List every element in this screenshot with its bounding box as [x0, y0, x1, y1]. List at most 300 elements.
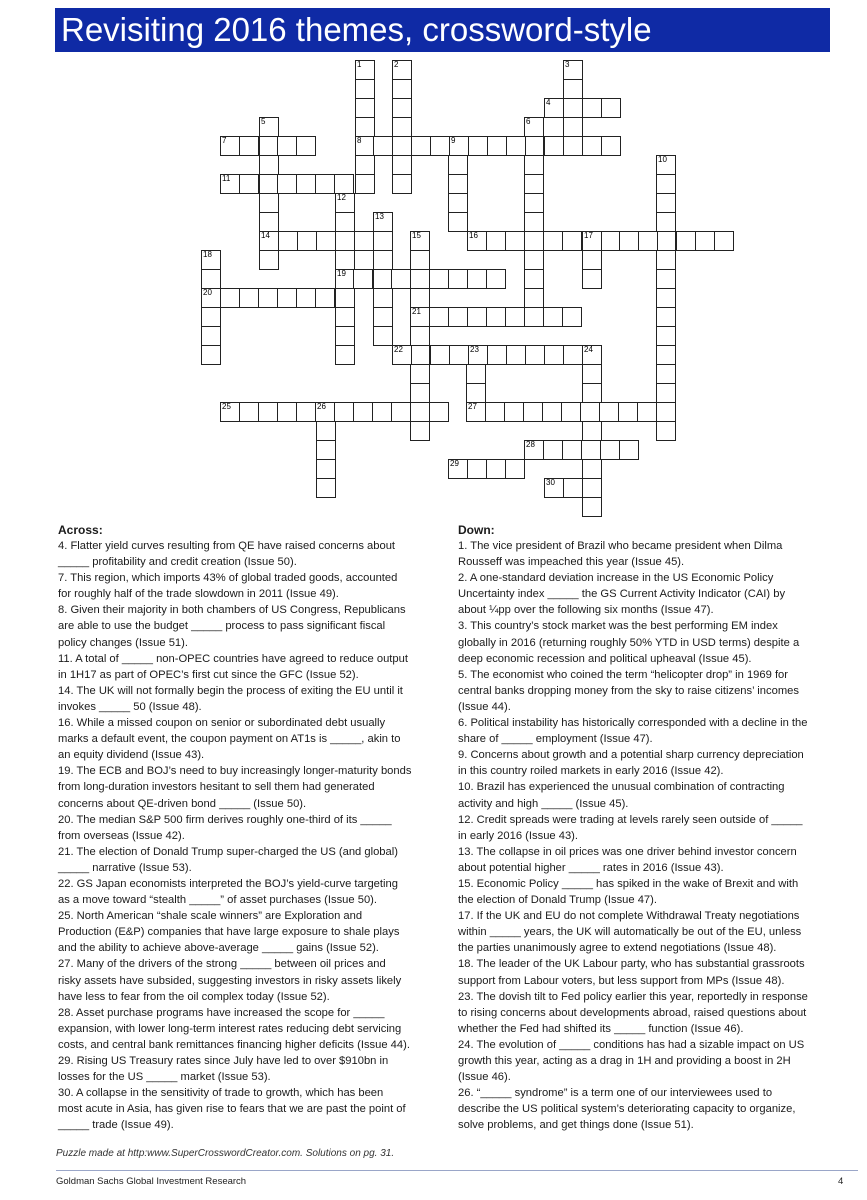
across-clue-line: marks a default event, the coupon payment on AT1s is _____, akin to: [58, 733, 401, 746]
crossword-cell[interactable]: [505, 459, 525, 479]
crossword-cell[interactable]: [485, 402, 505, 422]
clue-number: 1: [357, 60, 362, 69]
crossword-cell[interactable]: [563, 98, 583, 118]
crossword-cell[interactable]: [296, 174, 316, 194]
crossword-cell[interactable]: [277, 136, 297, 156]
crossword-cell[interactable]: [277, 174, 297, 194]
across-clue-line: most acute in Asia, has given rise to fears that we are past the point of: [58, 1103, 406, 1116]
crossword-cell[interactable]: [335, 326, 355, 346]
crossword-cell[interactable]: [582, 136, 602, 156]
crossword-cell[interactable]: [524, 250, 544, 270]
crossword-cell[interactable]: [239, 136, 259, 156]
down-clue-line: 10. Brazil has experienced the unusual combination of contracting: [458, 781, 785, 794]
crossword-cell[interactable]: [524, 193, 544, 213]
crossword-cell[interactable]: [355, 174, 375, 194]
crossword-cell[interactable]: [296, 288, 316, 308]
down-clue-line: growth this year, acting as a drag in 1H and providing a boost in 2H: [458, 1055, 791, 1067]
crossword-cell[interactable]: [466, 383, 486, 403]
down-clue-line: central banks dropping money from the sky to raise citizens’ incomes: [458, 684, 799, 697]
crossword-cell[interactable]: [580, 402, 600, 422]
crossword-cell[interactable]: [582, 478, 602, 498]
crossword-cell[interactable]: [373, 307, 393, 327]
crossword-cell[interactable]: [544, 345, 564, 365]
across-clue-line: as a move toward “stealth _____” of asset purchases (Issue 50).: [58, 894, 378, 907]
clue-number: 3: [565, 60, 570, 69]
crossword-cell[interactable]: [582, 98, 602, 118]
crossword-cell[interactable]: [656, 364, 676, 384]
clue-number: 8: [357, 136, 362, 145]
footer-divider: [56, 1170, 858, 1171]
crossword-cell[interactable]: [353, 402, 373, 422]
crossword-cell[interactable]: [582, 421, 602, 441]
crossword-cell[interactable]: [524, 269, 544, 289]
across-clue-line: losses for the US _____ market (Issue 53).: [58, 1071, 271, 1084]
crossword-cell[interactable]: [316, 478, 336, 498]
across-clue-line: have less to fear from the oil complex today (Issue 52).: [58, 990, 330, 1003]
crossword-cell[interactable]: [315, 288, 335, 308]
crossword-cell[interactable]: [201, 269, 221, 289]
crossword-cell[interactable]: [448, 212, 468, 232]
crossword-cell[interactable]: [429, 402, 449, 422]
crossword-cell[interactable]: [656, 193, 676, 213]
crossword-cell[interactable]: [524, 307, 544, 327]
down-clue-line: 1. The vice president of Brazil who became president when Dilma: [458, 540, 783, 552]
crossword-cell[interactable]: [524, 117, 544, 137]
crossword-cell[interactable]: [373, 231, 393, 251]
down-clue-line: 15. Economic Policy _____ has spiked in the wake of Brexit and with: [458, 877, 799, 890]
across-clue-line: _____ profitability and credit creation (Issue 50).: [58, 556, 297, 569]
crossword-cell[interactable]: [505, 307, 525, 327]
crossword-cell[interactable]: [335, 307, 355, 327]
down-clue-line: 3. This country’s stock market was the best performing EM index: [458, 620, 778, 633]
crossword-cell[interactable]: [258, 288, 278, 308]
crossword-cell[interactable]: [334, 402, 354, 422]
across-clue-line: 30. A collapse in the sensitivity of trade to growth, which has been: [58, 1087, 384, 1100]
crossword-cell[interactable]: [466, 402, 486, 422]
page-number: 4: [838, 1176, 844, 1187]
crossword-cell[interactable]: [315, 402, 335, 422]
crossword-cell[interactable]: [563, 345, 583, 365]
across-clue-line: 14. The UK will not formally begin the process of exiting the EU until it: [58, 684, 403, 697]
across-clue-line: 4. Flatter yield curves resulting from QE have raised concerns about: [58, 540, 396, 552]
crossword-cell[interactable]: [582, 459, 602, 479]
crossword-cell[interactable]: [563, 79, 583, 99]
down-clue-line: 24. The evolution of _____ conditions has had a sizable impact on US: [458, 1038, 805, 1051]
crossword-cell[interactable]: [714, 231, 734, 251]
crossword-cell[interactable]: [277, 288, 297, 308]
across-clue-line: an equity dividend (Issue 43).: [58, 749, 205, 762]
down-clue-line: 9. Concerns about growth and a potential sharp currency depreciation: [458, 749, 804, 762]
crossword-cell[interactable]: [656, 250, 676, 270]
crossword-cell[interactable]: [637, 402, 657, 422]
crossword-cell[interactable]: [486, 459, 506, 479]
across-clue-line: 8. Given their majority in both chambers of US Congress, Republicans: [58, 604, 406, 617]
clue-number: 29: [450, 459, 459, 468]
clue-number: 23: [470, 345, 479, 354]
crossword-cell[interactable]: [372, 402, 392, 422]
crossword-cell[interactable]: [449, 345, 469, 365]
down-clue-line: in early 2016 (Issue 43).: [458, 829, 579, 842]
down-clue-line: 17. If the UK and EU do not complete Withdrawal Treaty negotiations: [458, 910, 800, 923]
down-clue-line: (Issue 46).: [458, 1071, 511, 1084]
crossword-cell[interactable]: [638, 231, 658, 251]
down-clue-line: the parties unanimously agree to extend negotiations (Issue 48).: [458, 942, 777, 955]
down-clue-line: whether the Fed had shifted its _____ function (Issue 46).: [458, 1022, 744, 1035]
clue-number: 25: [222, 402, 231, 411]
crossword-cell[interactable]: [448, 307, 468, 327]
crossword-cell[interactable]: [373, 288, 393, 308]
down-clue-line: solve problems, and get things done (Issue 51).: [458, 1119, 694, 1132]
down-clue-line: 12. Credit spreads were trading at levels rarely seen outside of _____: [458, 813, 803, 826]
crossword-cell[interactable]: [410, 307, 430, 327]
crossword-cell[interactable]: [335, 345, 355, 365]
crossword-cell[interactable]: [582, 383, 602, 403]
crossword-cell[interactable]: [259, 174, 279, 194]
down-clue-line: describe the US political system’s deteriorating capacity to organize,: [458, 1103, 796, 1116]
crossword-cell[interactable]: [335, 250, 355, 270]
crossword-cell[interactable]: [468, 345, 488, 365]
crossword-cell[interactable]: [391, 402, 411, 422]
crossword-cell[interactable]: [524, 212, 544, 232]
down-clue-line: about potential higher _____ rates in 2016 (Issue 43).: [458, 861, 724, 874]
down-clue-line: 2. A one-standard deviation increase in the US Economic Policy: [458, 572, 774, 585]
down-clue-line: Uncertainty index _____ the GS Current Activity Indicator (CAI) by: [458, 588, 786, 601]
crossword-cell[interactable]: [582, 364, 602, 384]
crossword-cell[interactable]: [259, 231, 279, 251]
crossword-cell[interactable]: [600, 440, 620, 460]
crossword-cell[interactable]: [392, 60, 412, 80]
down-clue-line: 5. The economist who coined the term “helicopter drop” in 1969 for: [458, 668, 789, 681]
crossword-cell[interactable]: [582, 345, 602, 365]
crossword-cell[interactable]: [468, 136, 488, 156]
crossword-cell[interactable]: [524, 288, 544, 308]
crossword-cell[interactable]: [410, 402, 430, 422]
across-clue-line: for roughly half of the trade slowdown in 2011 (Issue 49).: [58, 588, 339, 601]
crossword-cell[interactable]: [506, 345, 526, 365]
down-clue-line: globally in 2016 (returning roughly 50% YTD in USD terms) despite a: [458, 636, 800, 649]
crossword-cell[interactable]: [656, 345, 676, 365]
crossword-cell[interactable]: [201, 288, 221, 308]
clue-number: 10: [658, 155, 667, 164]
clue-number: 13: [375, 212, 384, 221]
crossword-cell[interactable]: [220, 174, 240, 194]
crossword-cell[interactable]: [335, 193, 355, 213]
crossword-cell[interactable]: [355, 60, 375, 80]
crossword-cell[interactable]: [259, 136, 279, 156]
crossword-cell[interactable]: [315, 174, 335, 194]
crossword-cell[interactable]: [656, 307, 676, 327]
crossword-cell[interactable]: [487, 136, 507, 156]
crossword-cell[interactable]: [505, 231, 525, 251]
crossword-cell[interactable]: [582, 250, 602, 270]
crossword-cell[interactable]: [582, 497, 602, 517]
crossword-cell[interactable]: [562, 231, 582, 251]
crossword-cell[interactable]: [542, 402, 562, 422]
down-clue-line: 6. Political instability has historically corresponded with a decline in the: [458, 717, 808, 730]
crossword-cell[interactable]: [563, 136, 583, 156]
crossword-cell[interactable]: [355, 155, 375, 175]
crossword-cell[interactable]: [239, 288, 259, 308]
across-clue-line: 11. A total of _____ non-OPEC countries have agreed to reduce output: [58, 652, 408, 665]
crossword-cell[interactable]: [335, 231, 355, 251]
crossword-cell[interactable]: [373, 212, 393, 232]
crossword-cell[interactable]: [259, 193, 279, 213]
crossword-cell[interactable]: [563, 117, 583, 137]
across-clue-line: in 1H17 as part of OPEC’s first cut since the GFC (Issue 52).: [58, 668, 359, 681]
across-clue-line: 21. The election of Donald Trump super-charged the US (and global): [58, 845, 398, 858]
crossword-cell[interactable]: [525, 345, 545, 365]
clue-number: 20: [203, 288, 212, 297]
crossword-cell[interactable]: [563, 60, 583, 80]
across-clue-line: costs, and central bank remittances financing higher deficits (Issue 44).: [58, 1038, 410, 1051]
crossword-cell[interactable]: [373, 136, 393, 156]
crossword-cell[interactable]: [486, 269, 506, 289]
across-heading: Across:: [58, 523, 103, 537]
crossword-cell[interactable]: [392, 98, 412, 118]
crossword-cell[interactable]: [600, 231, 620, 251]
crossword-cell[interactable]: [544, 136, 564, 156]
down-clue-line: Rousseff was impeached this year (Issue 45).: [458, 556, 685, 569]
crossword-cell[interactable]: [656, 155, 676, 175]
crossword-cell[interactable]: [656, 288, 676, 308]
crossword-cell[interactable]: [410, 383, 430, 403]
clue-number: 30: [546, 478, 555, 487]
down-clue-line: about ¼pp over the following six months (Issue 47).: [458, 604, 714, 617]
footnote: Puzzle made at http:www.SuperCrosswordCreator.com. Solutions on pg. 31.: [56, 1148, 395, 1159]
crossword-cell[interactable]: [467, 269, 487, 289]
across-clue-line: 27. Many of the drivers of the strong _____ between oil prices and: [58, 958, 386, 971]
crossword-cell[interactable]: [582, 269, 602, 289]
clue-number: 21: [412, 307, 421, 316]
crossword-cell[interactable]: [278, 231, 298, 251]
crossword-cell[interactable]: [392, 155, 412, 175]
crossword-cell[interactable]: [335, 269, 355, 289]
crossword-cell[interactable]: [467, 307, 487, 327]
crossword-cell[interactable]: [410, 231, 430, 251]
crossword-cell[interactable]: [410, 345, 430, 365]
crossword-cell[interactable]: [448, 193, 468, 213]
down-clue-line: activity and high _____ (Issue 45).: [458, 797, 629, 810]
down-clues: [458, 522, 808, 1133]
crossword-cell[interactable]: [201, 250, 221, 270]
clue-number: 6: [526, 117, 531, 126]
crossword-cell[interactable]: [582, 231, 602, 251]
across-clue-line: _____ trade (Issue 49).: [58, 1119, 174, 1132]
crossword-cell[interactable]: [220, 136, 240, 156]
crossword-cell[interactable]: [543, 307, 563, 327]
crossword-cell[interactable]: [429, 269, 449, 289]
down-clue-line: to rising concerns about developments abroad, raised questions about: [458, 1006, 807, 1019]
crossword-cell[interactable]: [523, 402, 543, 422]
crossword-cell[interactable]: [392, 345, 412, 365]
crossword-cell[interactable]: [601, 136, 621, 156]
crossword-cell[interactable]: [676, 231, 696, 251]
crossword-cell[interactable]: [316, 440, 336, 460]
crossword-cell[interactable]: [373, 326, 393, 346]
down-heading: Down:: [458, 523, 495, 537]
crossword-cell[interactable]: [259, 117, 279, 137]
crossword-cell[interactable]: [543, 231, 563, 251]
across-clues: [58, 522, 411, 1133]
crossword-cell[interactable]: [354, 231, 374, 251]
crossword-cell[interactable]: [239, 402, 259, 422]
crossword-cell[interactable]: [429, 307, 449, 327]
crossword-cell[interactable]: [599, 402, 619, 422]
crossword-cell[interactable]: [373, 269, 393, 289]
crossword-cell[interactable]: [448, 174, 468, 194]
across-clue-line: _____ narrative (Issue 53).: [58, 861, 192, 874]
crossword-cell[interactable]: [656, 174, 676, 194]
crossword-cell[interactable]: [392, 174, 412, 194]
crossword-cell[interactable]: [316, 459, 336, 479]
down-clue-line: support from Labour voters, but less support from MPs (Issue 48).: [458, 974, 785, 987]
across-clue-line: concerns about QE-driven bond _____ (Issue 50).: [58, 797, 307, 810]
crossword-cell[interactable]: [296, 136, 316, 156]
crossword-cell[interactable]: [353, 269, 373, 289]
crossword-cell[interactable]: [430, 345, 450, 365]
crossword-cell[interactable]: [373, 250, 393, 270]
down-clue-line: (Issue 44).: [458, 700, 511, 713]
crossword-cell[interactable]: [486, 231, 506, 251]
down-clue-line: share of _____ employment (Issue 47).: [458, 733, 653, 746]
crossword-cell[interactable]: [467, 459, 487, 479]
crossword-cell[interactable]: [259, 250, 279, 270]
crossword-cell[interactable]: [619, 440, 639, 460]
crossword-cell[interactable]: [410, 288, 430, 308]
clue-number: 14: [261, 231, 270, 240]
crossword-cell[interactable]: [258, 402, 278, 422]
crossword-cell[interactable]: [335, 212, 355, 232]
crossword-cell[interactable]: [201, 345, 221, 365]
crossword-cell[interactable]: [316, 421, 336, 441]
crossword-cell[interactable]: [430, 136, 450, 156]
across-clue-line: policy changes (Issue 51).: [58, 636, 188, 649]
crossword-cell[interactable]: [656, 402, 676, 422]
across-clue-line: and the ability to achieve above-average _____ gains (Issue 52).: [58, 942, 379, 955]
crossword-cell[interactable]: [391, 269, 411, 289]
crossword-cell[interactable]: [220, 288, 240, 308]
crossword-cell[interactable]: [410, 326, 430, 346]
crossword-cell[interactable]: [619, 231, 639, 251]
crossword-cell[interactable]: [449, 136, 469, 156]
crossword-cell[interactable]: [544, 98, 564, 118]
crossword-cell[interactable]: [277, 402, 297, 422]
crossword-cell[interactable]: [355, 79, 375, 99]
crossword-cell[interactable]: [448, 269, 468, 289]
clue-number: 16: [469, 231, 478, 240]
crossword-cell[interactable]: [562, 307, 582, 327]
across-clue-line: expansion, with lower long-term interest rates reducing debt servicing: [58, 1022, 402, 1035]
clue-number: 4: [546, 98, 551, 107]
crossword-cell[interactable]: [486, 307, 506, 327]
crossword-cell[interactable]: [601, 98, 621, 118]
clue-number: 28: [526, 440, 535, 449]
crossword-cell[interactable]: [297, 231, 317, 251]
crossword-cell[interactable]: [335, 288, 355, 308]
crossword-cell[interactable]: [561, 402, 581, 422]
crossword-cell[interactable]: [201, 307, 221, 327]
crossword-cell[interactable]: [524, 440, 544, 460]
crossword-cell[interactable]: [316, 231, 336, 251]
crossword-cell[interactable]: [562, 440, 582, 460]
crossword-cell[interactable]: [466, 364, 486, 384]
across-clue-line: 25. North American “shale scale winners” are Exploration and: [58, 910, 363, 923]
crossword-cell[interactable]: [410, 364, 430, 384]
clue-number: 22: [394, 345, 403, 354]
crossword-cell[interactable]: [487, 345, 507, 365]
crossword-cell[interactable]: [656, 269, 676, 289]
crossword-cell[interactable]: [392, 117, 412, 137]
crossword-cell[interactable]: [355, 117, 375, 137]
crossword-cell[interactable]: [656, 231, 676, 251]
across-clue-line: from overseas (Issue 42).: [58, 829, 185, 842]
across-clue-line: 16. While a missed coupon on senior or subordinated debt usually: [58, 717, 386, 730]
down-clue-line: 23. The dovish tilt to Fed policy earlier this year, reportedly in response: [458, 990, 808, 1003]
crossword-cell[interactable]: [220, 402, 240, 422]
crossword-cell[interactable]: [410, 269, 430, 289]
across-clue-line: 20. The median S&P 500 firm derives roughly one-third of its _____: [58, 813, 392, 826]
down-clue-line: 26. “_____ syndrome” is a term one of our interviewees used to: [458, 1087, 773, 1100]
crossword-cell[interactable]: [506, 136, 526, 156]
crossword-cell[interactable]: [239, 174, 259, 194]
crossword-cell[interactable]: [296, 402, 316, 422]
crossword-cell[interactable]: [656, 421, 676, 441]
crossword-cell[interactable]: [524, 155, 544, 175]
crossword-cell[interactable]: [544, 478, 564, 498]
down-clue-line: within _____ years, the UK will automatically be out of the EU, unless: [458, 926, 802, 939]
down-clue-line: deep economic recession and political upheaval (Issue 45).: [458, 652, 752, 665]
clue-number: 2: [394, 60, 399, 69]
footer-source: Goldman Sachs Global Investment Research: [56, 1176, 247, 1187]
crossword-cell[interactable]: [467, 231, 487, 251]
crossword-cell[interactable]: [504, 402, 524, 422]
crossword-cell[interactable]: [411, 136, 431, 156]
crossword-cell[interactable]: [448, 155, 468, 175]
crossword-cell[interactable]: [524, 136, 544, 156]
crossword-cell[interactable]: [581, 440, 601, 460]
crossword-cell[interactable]: [563, 478, 583, 498]
across-clue-line: invokes _____ 50 (Issue 48).: [58, 700, 202, 713]
crossword-cell[interactable]: [410, 421, 430, 441]
clue-number: 27: [468, 402, 477, 411]
crossword-cell[interactable]: [259, 155, 279, 175]
down-clue-line: in this country roiled markets in early 2016 (Issue 42).: [458, 765, 724, 778]
crossword-cell[interactable]: [334, 174, 354, 194]
crossword-cell[interactable]: [448, 459, 468, 479]
clue-number: 18: [203, 250, 212, 259]
across-clue-line: risky assets have subsided, suggesting investors in risky assets likely: [58, 974, 402, 987]
clue-number: 12: [337, 193, 346, 202]
crossword-cell[interactable]: [543, 440, 563, 460]
crossword-cell[interactable]: [656, 326, 676, 346]
crossword-cell[interactable]: [392, 79, 412, 99]
crossword-cell[interactable]: [656, 212, 676, 232]
crossword-cell[interactable]: [695, 231, 715, 251]
crossword-cell[interactable]: [410, 250, 430, 270]
clue-number: 5: [261, 117, 266, 126]
across-clue-line: 22. GS Japan economists interpreted the BOJ’s yield-curve targeting: [58, 877, 398, 890]
crossword-cell[interactable]: [656, 383, 676, 403]
crossword-cell[interactable]: [259, 212, 279, 232]
crossword-cell[interactable]: [524, 174, 544, 194]
crossword-cell[interactable]: [392, 136, 412, 156]
crossword-cell[interactable]: [355, 98, 375, 118]
crossword-cell[interactable]: [355, 136, 375, 156]
crossword-cell[interactable]: [524, 231, 544, 251]
crossword-cell[interactable]: [201, 326, 221, 346]
crossword-cell[interactable]: [618, 402, 638, 422]
clue-number: 9: [451, 136, 456, 145]
